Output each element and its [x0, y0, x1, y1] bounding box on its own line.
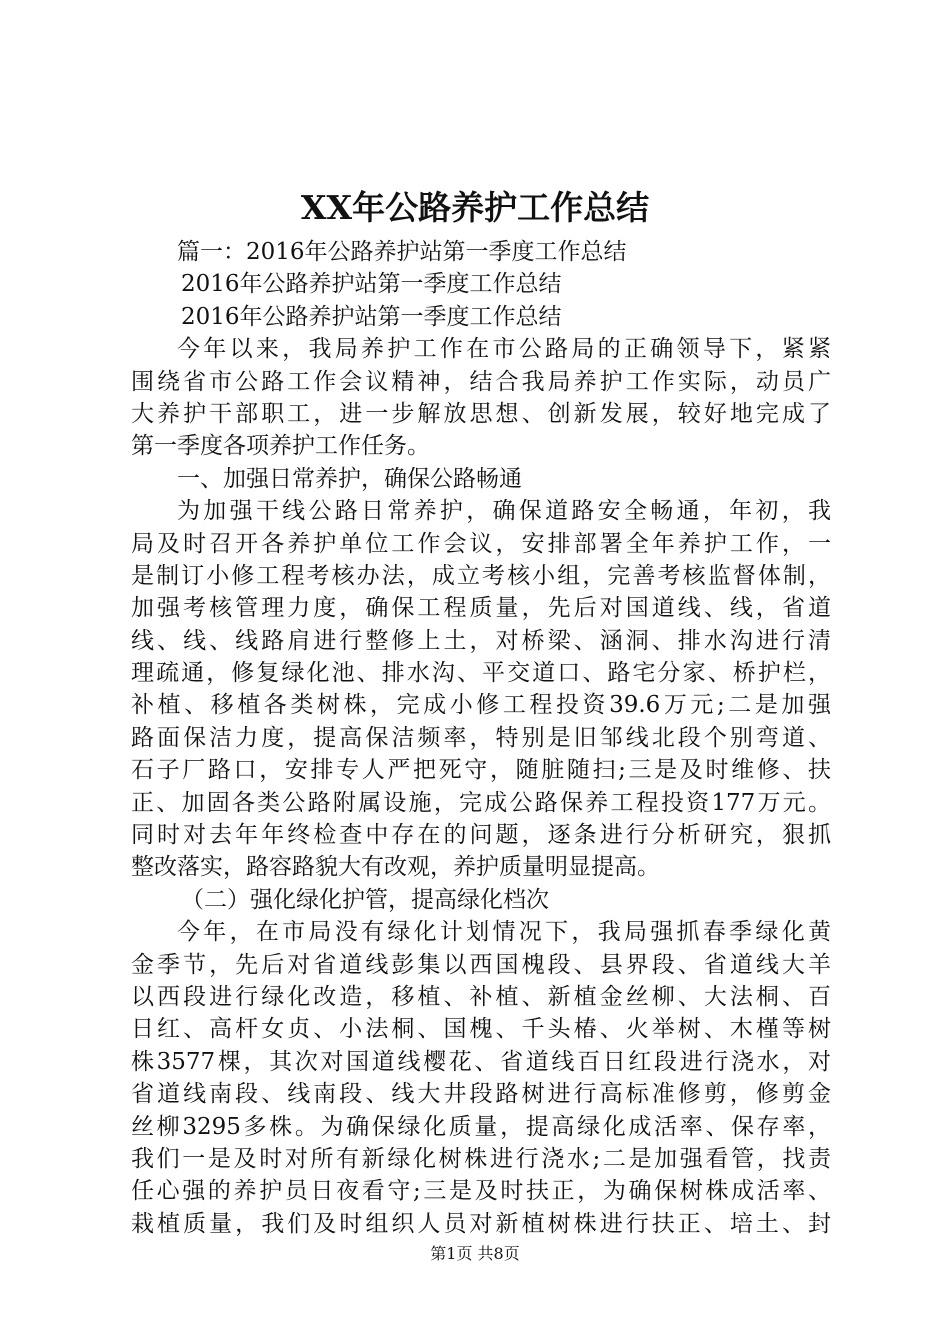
paragraph-line: 今年以来，我局养护工作在市公路局的正确领导下，紧紧: [177, 336, 831, 363]
paragraph-line: 省道线南段、线南段、线大井段路树进行高标准修剪，修剪金: [131, 1081, 831, 1108]
paragraph-line: 补植、移植各类树株，完成小修工程投资39.6万元;二是加强: [131, 692, 831, 719]
paragraph-line: 日红、高杆女贞、小法桐、国槐、千头椿、火举树、木槿等树: [131, 1016, 831, 1043]
document-title: XX年公路养护工作总结: [300, 188, 650, 227]
document-body: [131, 236, 831, 1240]
paragraph-line: 以西段进行绿化改造，移植、补植、新植金丝柳、大法桐、百: [131, 983, 831, 1010]
paragraph-line: 线、线、线路肩进行整修上土，对桥梁、涵洞、排水沟进行清: [131, 627, 831, 654]
paragraph-line: 整改落实，路容路貌大有改观，养护质量明显提高。: [131, 854, 660, 881]
paragraph-line: 正、加固各类公路附属设施，完成公路保养工程投资177万元。: [131, 789, 831, 816]
paragraph-line: （二）强化绿化护管，提高绿化档次: [181, 886, 549, 913]
paragraph-line: 丝柳3295多株。为确保绿化质量，提高绿化成活率、保存率，: [131, 1113, 831, 1140]
paragraph-line: 大养护干部职工，进一步解放思想、创新发展，较好地完成了: [131, 400, 831, 427]
paragraph-line: 路面保洁力度，提高保洁频率，特别是旧邹线北段个别弯道、: [131, 724, 831, 751]
page-footer: 第1页 共8页: [430, 1244, 520, 1263]
paragraph-line: 我们一是及时对所有新绿化树株进行浇水;二是加强看管，找责: [131, 1145, 831, 1172]
paragraph-line: 理疏通，修复绿化池、排水沟、平交道口、路宅分家、桥护栏，: [131, 660, 831, 687]
paragraph-line: 石子厂路口，安排专人严把死守，随脏随扫;三是及时维修、扶: [131, 757, 831, 784]
paragraph-line: 金季节，先后对省道线彭集以西国槐段、县界段、省道线大羊: [131, 951, 831, 978]
paragraph-line: 2016年公路养护站第一季度工作总结: [181, 271, 562, 298]
paragraph-line: 第一季度各项养护工作任务。: [131, 433, 430, 460]
paragraph-line: 栽植质量，我们及时组织人员对新植树株进行扶正、培土、封: [131, 1210, 831, 1237]
paragraph-line: 一、加强日常养护，确保公路畅通: [177, 465, 522, 492]
paragraph-line: 任心强的养护员日夜看守;三是及时扶正，为确保树株成活率、: [131, 1178, 831, 1205]
paragraph-line: 围绕省市公路工作会议精神，结合我局养护工作实际，动员广: [131, 368, 831, 395]
paragraph-line: 是制订小修工程考核办法，成立考核小组，完善考核监督体制，: [131, 562, 831, 589]
paragraph-line: 株3577棵，其次对国道线樱花、省道线百日红段进行浇水，对: [131, 1048, 831, 1075]
paragraph-line: 加强考核管理力度，确保工程质量，先后对国道线、线，省道: [131, 595, 831, 622]
paragraph-line: 篇一：2016年公路养护站第一季度工作总结: [177, 239, 627, 265]
paragraph-line: 今年，在市局没有绿化计划情况下，我局强抓春季绿化黄: [177, 919, 831, 946]
paragraph-line: 同时对去年年终检查中存在的问题，逐条进行分析研究，狠抓: [131, 822, 831, 849]
paragraph-line: 为加强干线公路日常养护，确保道路安全畅通，年初，我: [177, 498, 831, 525]
paragraph-line: 2016年公路养护站第一季度工作总结: [181, 303, 562, 330]
paragraph-line: 局及时召开各养护单位工作会议，安排部署全年养护工作，一: [131, 530, 831, 557]
